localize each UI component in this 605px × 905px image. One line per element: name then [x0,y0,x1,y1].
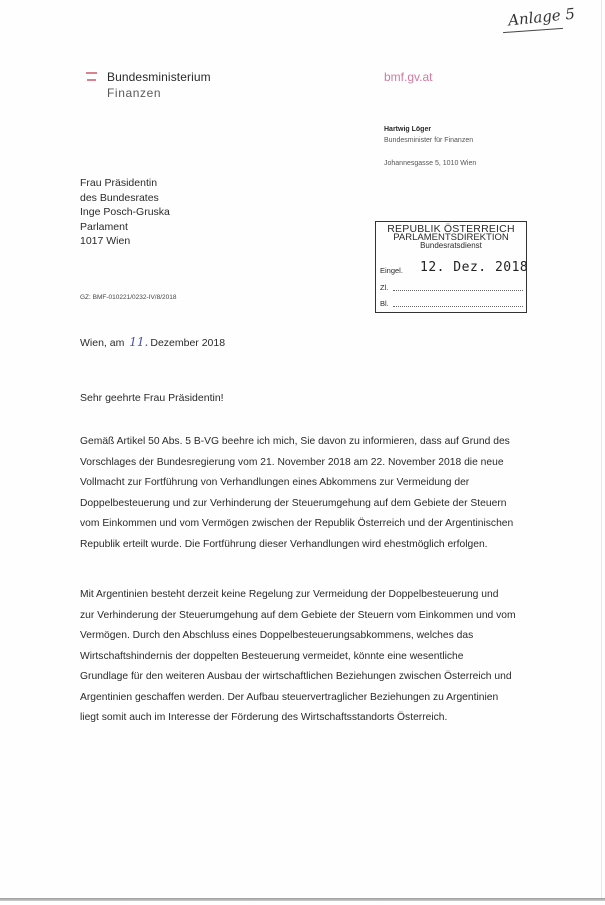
text-line: Grundlage für den weiteren Ausbau der wirtschaftlichen Beziehungen zwischen Österreich und [80,671,512,682]
body-paragraph-2 [80,585,550,729]
date-suffix: Dezember 2018 [150,337,226,349]
stamp-bl-label: Bl. [380,299,389,308]
sender-name: Hartwig Löger [384,126,432,133]
received-stamp [375,221,527,313]
annex-handwritten-note: Anlage 5 [507,4,576,30]
stamp-republic: REPUBLIK ÖSTERREICH [387,223,515,235]
scan-edge-right [601,0,602,898]
flag-stripe-icon [86,72,97,74]
sender-block [384,124,476,169]
text-line: Vermögen. Durch den Abschluss eines Doppelbesteuerungsabkommens, welches das [80,630,474,641]
sender-address: Johannesgasse 5, 1010 Wien [384,160,477,167]
scan-edge-bottom [0,898,605,901]
text-line: Gemäß Artikel 50 Abs. 5 B-VG beehre ich mich, Sie davon zu informieren, dass auf Grund des [80,436,510,447]
text-line: Wirtschaftshindernis der doppelten Besteuerung vermeidet, könnte eine wesentliche [80,650,464,662]
text-line: Republik erteilt wurde. Die Fortführung dieser Verhandlungen wird ehestmöglich erfolgen. [80,538,488,550]
salutation: Sehr geehrte Frau Präsidentin! [80,392,224,404]
stamp-zl-blank [393,290,523,291]
stamp-directorate: PARLAMENTSDIREKTION [393,232,509,243]
recipient-line: Frau Präsidentin [80,177,158,189]
recipient-address [80,176,170,249]
text-line: Argentinien geschaffen werden. Der Aufbau steuervertraglicher Beziehungen zu Argentinien [80,691,499,703]
date-prefix: Wien, am [80,337,125,349]
website-link[interactable]: bmf.gv.at [384,70,433,84]
text-line: zur Verhinderung der Steuerumgehung auf dem Gebiete der Steuern vom Einkommen und vom [80,609,516,621]
sender-title: Bundesminister für Finanzen [384,137,474,144]
text-line: liegt somit auch im Interesse der Förderung des Wirtschaftsstandorts Österreich. [80,712,448,723]
text-line: Doppelbesteuerung und zur Verhinderung der Steuerumgehung auf dem Gebiete der Steuern [80,497,507,509]
stamp-service: Bundesratsdienst [420,241,482,250]
text-line: vom Einkommen und vom Vermögen zwischen der Republik Österreich und der Argentinischen [80,518,514,529]
stamp-bl-blank [393,306,523,307]
body-paragraph-1 [80,432,550,555]
handwritten-day: 11. [129,335,149,349]
stamp-received-label: Eingel. [380,266,403,275]
stamp-received-date: 12. Dez. 2018 [420,260,529,275]
reference-number: GZ: BMF-010221/0232-IV/8/2018 [80,294,177,301]
text-line: Mit Argentinien besteht derzeit keine Regelung zur Vermeidung der Doppelbesteuerung und [80,589,499,600]
ministry-name: Bundesministerium [107,70,211,84]
flag-stripe-icon [87,79,96,81]
date-line [80,335,225,349]
stamp-zl-row [380,283,388,292]
recipient-line: des Bundesrates [80,191,159,204]
ministry-department: Finanzen [107,86,162,100]
recipient-line: Inge Posch-Gruska [80,206,170,218]
recipient-line: Parlament [80,220,128,233]
stamp-bl-row [380,299,389,308]
stamp-received-row [380,260,529,275]
text-line: Vorschlages der Bundesregierung vom 21. November 2018 am 22. November 2018 die neue [80,456,504,468]
stamp-zl-label: Zl. [380,283,389,292]
recipient-line: 1017 Wien [80,235,131,247]
text-line: Vollmacht zur Fortführung von Verhandlungen eines Abkommens zur Vermeidung der [80,477,470,488]
